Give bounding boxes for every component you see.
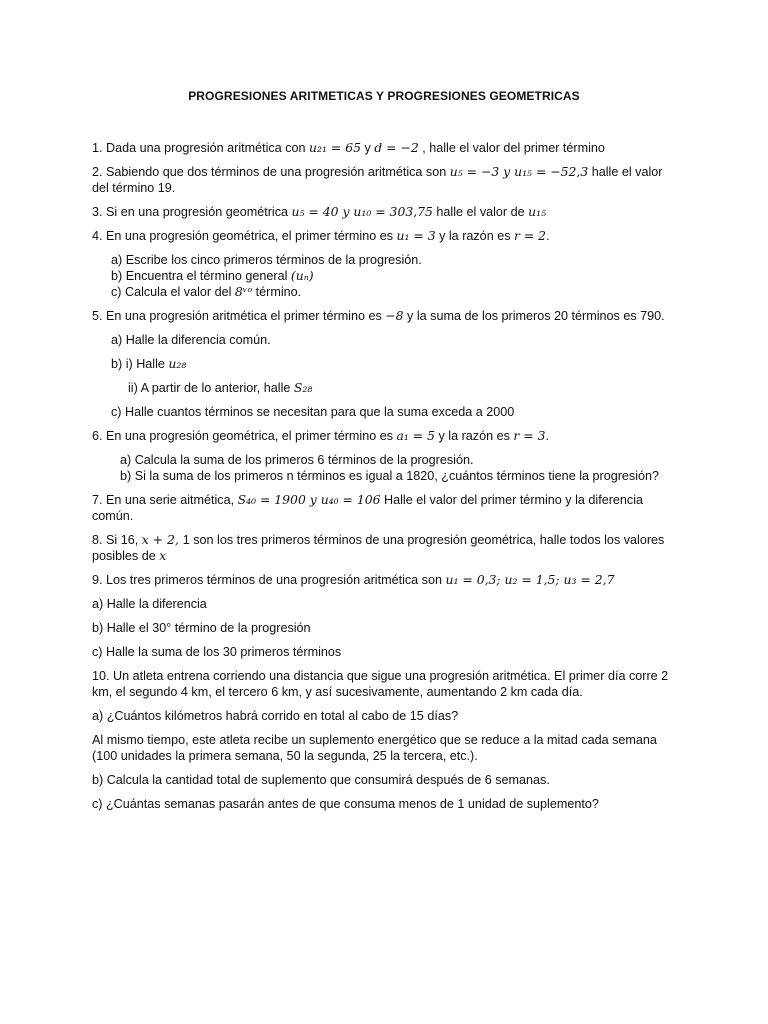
math-expression: u₁ = 0,3; u₂ = 1,5; u₃ = 2,7 <box>445 572 615 587</box>
question-5b-i: b) i) Halle u₂₈ <box>111 356 187 371</box>
question-4b: b) Encuentra el término general (uₙ) <box>111 268 314 283</box>
question-10c: c) ¿Cuántas semanas pasarán antes de que consuma menos de 1 unidad de suplemento? <box>92 797 599 811</box>
math-expression: r = 3 <box>513 428 546 443</box>
document-title: PROGRESIONES ARITMETICAS Y PROGRESIONES GEOMETRICAS <box>188 89 580 103</box>
question-4c: c) Calcula el valor del 8ᵛᵒ término. <box>111 284 302 299</box>
math-expression: S₂₈ <box>293 380 313 395</box>
question-10a: a) ¿Cuántos kilómetros habrá corrido en total al cabo de 15 días? <box>92 709 459 723</box>
math-expression: S₄₀ = 1900 y u₄₀ = 106 <box>237 492 381 507</box>
question-9: 9. Los tres primeros términos de una progresión aritmética son u₁ = 0,3; u₂ = 1,5; u₃ = 2,7 <box>92 572 615 587</box>
question-4-items <box>92 252 682 300</box>
question-6: 6. En una progresión geométrica, el primer término es a₁ = 5 y la razón es r = 3. <box>92 428 549 443</box>
math-expression: x <box>159 548 167 563</box>
question-9c: c) Halle la suma de los 30 primeros términos <box>92 645 342 659</box>
question-5: 5. En una progresión aritmética el primer término es −8 y la suma de los primeros 20 términos es 790. <box>92 308 665 323</box>
question-6-items <box>92 452 682 484</box>
math-expression: u₅ = 40 y u₁₀ = 303,75 <box>291 204 433 219</box>
question-4a: a) Escribe los cinco primeros términos de la progresión. <box>111 253 422 267</box>
math-expression: r = 2 <box>514 228 547 243</box>
question-6b: b) Si la suma de los primeros n términos es igual a 1820, ¿cuántos términos tiene la progresión? <box>120 469 660 483</box>
question-4: 4. En una progresión geométrica, el primer término es u₁ = 3 y la razón es r = 2. <box>92 228 550 243</box>
math-expression: u₂₁ = 65 <box>309 140 361 155</box>
question-2: 2. Sabiendo que dos términos de una progresión aritmética son u₅ = −3 y u₁₅ = −52,3 halle el valor del término 19. <box>92 164 663 195</box>
math-expression: u₂₈ <box>168 356 187 371</box>
question-5c: c) Halle cuantos términos se necesitan para que la suma exceda a 2000 <box>111 405 515 419</box>
question-7: 7. En una serie aitmética, S₄₀ = 1900 y u₄₀ = 106 Halle el valor del primer término y la diferencia común. <box>92 492 644 523</box>
math-expression: u₁ = 3 <box>396 228 436 243</box>
math-expression: −8 <box>385 308 404 323</box>
question-10b: b) Calcula la cantidad total de suplemento que consumirá después de 6 semanas. <box>92 773 550 787</box>
question-9b: b) Halle el 30° término de la progresión <box>92 621 311 635</box>
question-5a: a) Halle la diferencia común. <box>111 333 271 347</box>
math-expression: u₁₅ <box>528 204 547 219</box>
math-expression: x + 2, <box>141 532 183 547</box>
question-3: 3. Si en una progresión geométrica u₅ = 40 y u₁₀ = 303,75 halle el valor de u₁₅ <box>92 204 547 219</box>
question-1: 1. Dada una progresión aritmética con u₂₁ = 65 y d = −2 , halle el valor del primer término <box>92 140 605 155</box>
question-8: 8. Si 16, x + 2, 1 son los tres primeros términos de una progresión geométrica, halle todos los valores posibles de x <box>92 532 665 563</box>
exercise-list <box>92 140 682 820</box>
math-expression: d = −2 <box>374 140 419 155</box>
math-expression: u₅ = −3 y u₁₅ = −52,3 <box>449 164 589 179</box>
question-9a: a) Halle la diferencia <box>92 597 207 611</box>
math-expression: (uₙ) <box>290 268 314 283</box>
question-10-context: Al mismo tiempo, este atleta recibe un suplemento energético que se reduce a la mitad cada semana (100 unidades la primera semana, 50 la segunda, 25 la tercera, etc.). <box>92 733 657 763</box>
question-5b-ii: ii) A partir de lo anterior, halle S₂₈ <box>128 380 313 395</box>
math-expression: a₁ = 5 <box>396 428 435 443</box>
question-6a: a) Calcula la suma de los primeros 6 términos de la progresión. <box>120 453 474 467</box>
question-10: 10. Un atleta entrena corriendo una distancia que sigue una progresión aritmética. El primer día corre 2 km, el segundo 4 km, el tercero 6 km, y así sucesivamente, aumentando 2 km cada día. <box>92 669 669 699</box>
math-expression: 8ᵛᵒ <box>234 284 253 299</box>
